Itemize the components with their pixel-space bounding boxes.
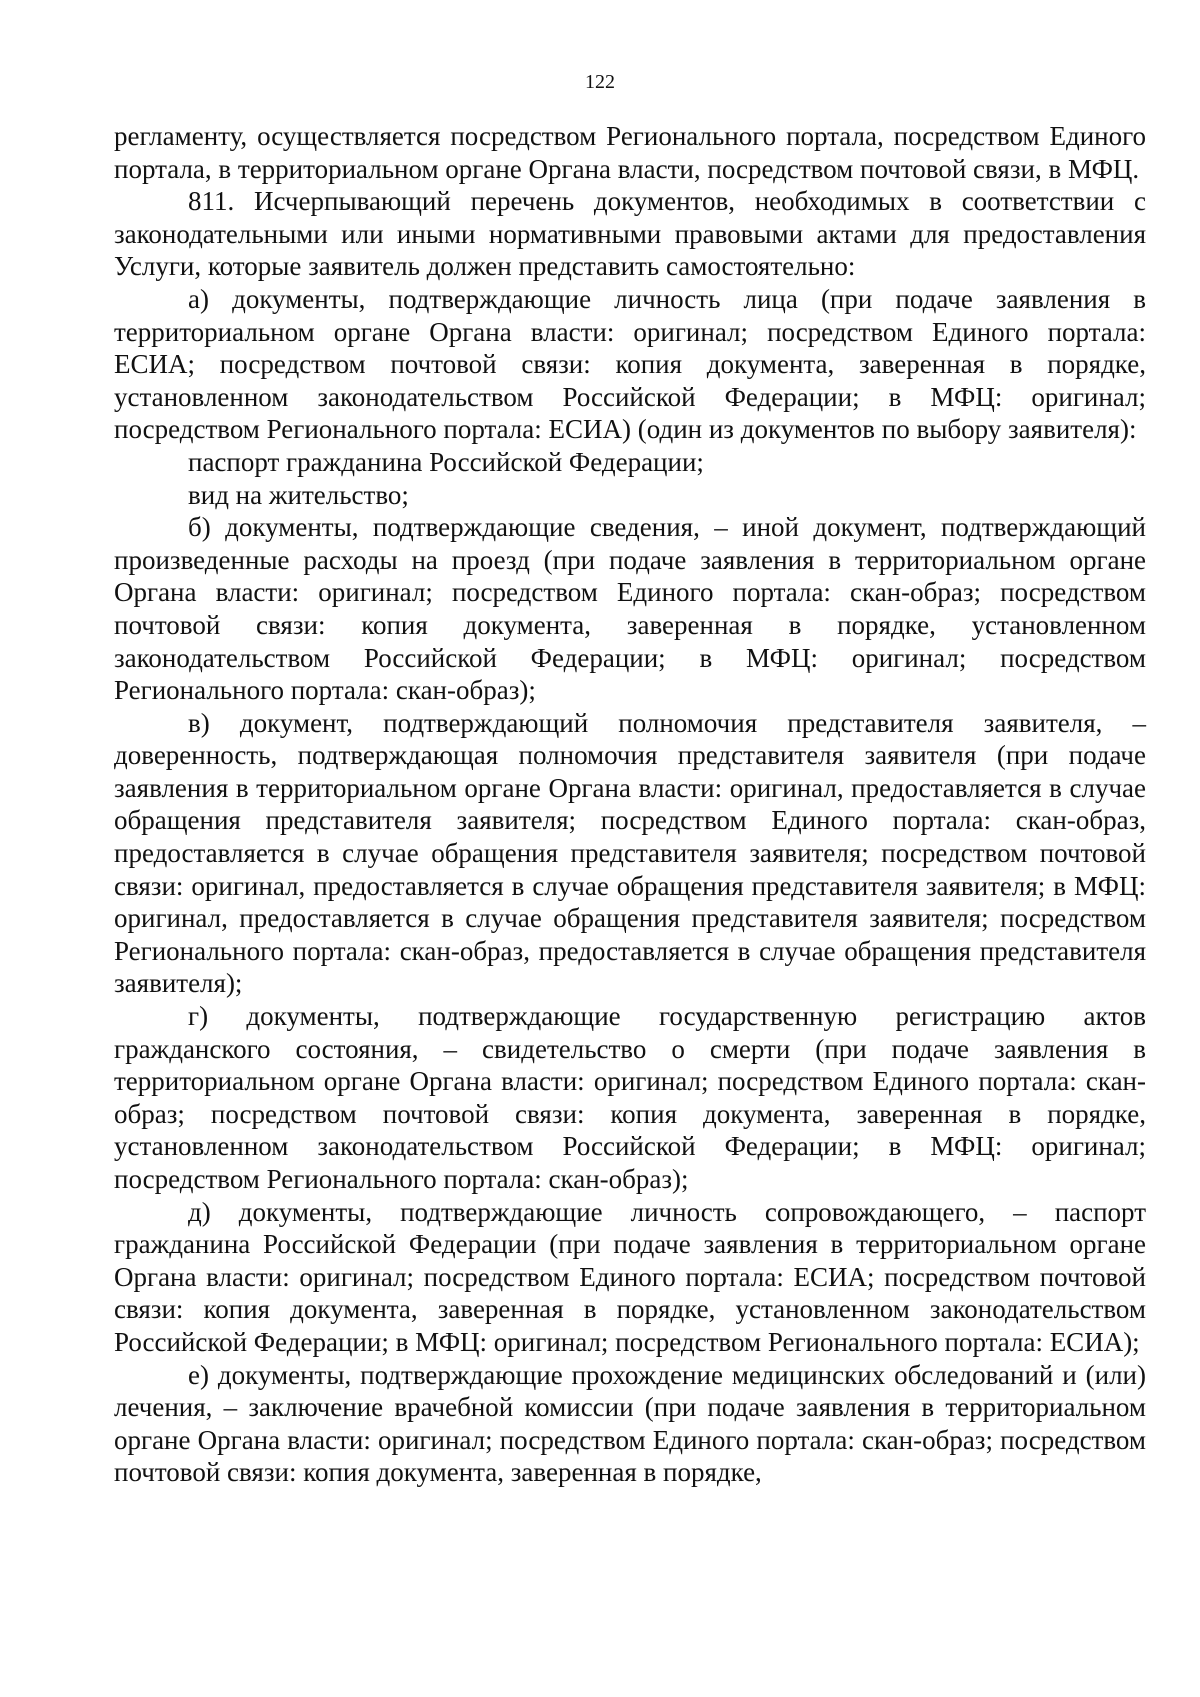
paragraph-continuation: регламенту, осуществляется посредством Регионального портала, посредством Единого портала, в территориальном органе Органа власти, посредством почтовой связи, в МФЦ. — [114, 121, 1146, 184]
page-number: 122 — [585, 71, 615, 93]
paragraph-item-e: е) документы, подтверждающие прохождение медицинских обследований и (или) лечения, – заключение врачебной комиссии (при подаче заявления в территориальном органе Органа власти: оригинал; посредством Единого портала: скан-образ; посредством почтовой связи: копия документа, заверенная в порядке, — [114, 1359, 1146, 1488]
paragraph-passport: паспорт гражданина Российской Федерации; — [188, 446, 704, 477]
paragraph-clause-811: 811. Исчерпывающий перечень документов, необходимых в соответствии с законодательными или иными нормативными правовыми актами для предоставления Услуги, которые заявитель должен представить самостоятельно: — [114, 186, 1146, 282]
paragraph-item-b: б) документы, подтверждающие сведения, – иной документ, подтверждающий произведенные расходы на проезд (при подаче заявления в территориальном органе Органа власти: оригинал; посредством Единого портала: скан-образ; посредством почтовой связи: копия документа, заверенная в порядке, установленном законодательством Российской Федерации; в МФЦ: оригинал; посредством Регионального портала: скан-образ); — [114, 512, 1146, 706]
paragraph-item-g: г) документы, подтверждающие государственную регистрацию актов гражданского состояния, – свидетельство о смерти (при подаче заявления в территориальном органе Органа власти: оригинал; посредством Единого портала: скан-образ; посредством почтовой связи: копия документа, заверенная в порядке, установленном законодательством Российской Федерации; в МФЦ: оригинал; посредством Регионального портала: скан-образ); — [114, 1001, 1146, 1194]
paragraph-item-d: д) документы, подтверждающие личность сопровождающего, – паспорт гражданина Российской Федерации (при подаче заявления в территориальном органе Органа власти: оригинал; посредством Единого портала: ЕСИА; посредством почтовой связи: копия документа, заверенная в порядке, установленном законодательством Российской Федерации; в МФЦ: оригинал; посредством Регионального портала: ЕСИА); — [114, 1196, 1146, 1357]
paragraph-residence-permit: вид на жительство; — [188, 479, 409, 510]
document-body — [114, 120, 1146, 1489]
paragraph-item-v: в) документ, подтверждающий полномочия представителя заявителя, – доверенность, подтверждающая полномочия представителя заявителя (при подаче заявления в территориальном органе Органа власти: оригинал, предоставляется в случае обращения представителя заявителя; посредством Единого портала: скан-образ, предоставляется в случае обращения представителя заявителя; посредством почтовой связи: оригинал, предоставляется в случае обращения представителя заявителя; в МФЦ: оригинал, предоставляется в случае обращения представителя заявителя; посредством Регионального портала: скан-образ, предоставляется в случае обращения представителя заявителя); — [114, 707, 1146, 999]
paragraph-item-a: а) документы, подтверждающие личность лица (при подаче заявления в территориальном органе Органа власти: оригинал; посредством Единого портала: ЕСИА; посредством почтовой связи: копия документа, заверенная в порядке, установленном законодательством Российской Федерации; в МФЦ: оригинал; посредством Регионального портала: ЕСИА) (один из документов по выбору заявителя): — [114, 283, 1146, 445]
